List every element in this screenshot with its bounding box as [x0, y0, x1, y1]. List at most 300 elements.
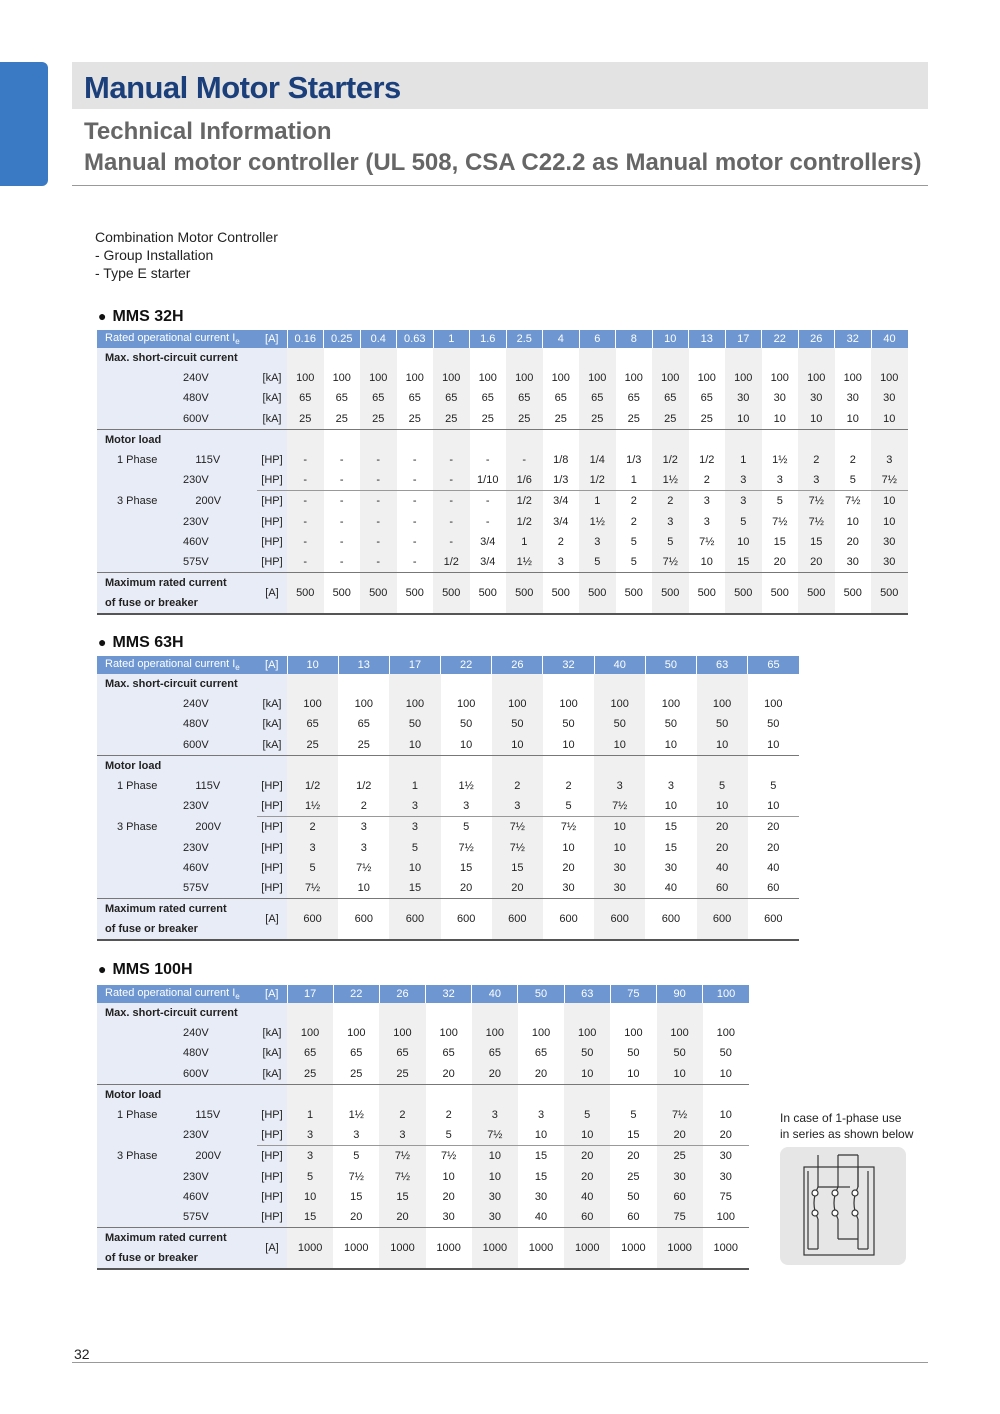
value-cell: 1/8 — [553, 454, 569, 467]
value-cell: 3 — [389, 796, 440, 817]
value-cell: 10 — [664, 738, 678, 751]
section-title-label: MMS 32H — [112, 308, 184, 325]
value-cell: 15 — [518, 1146, 564, 1167]
table-row — [97, 1167, 749, 1187]
value-cell — [397, 348, 434, 368]
value-cell: 3 — [537, 1109, 545, 1122]
value-cell — [835, 429, 872, 450]
value-cell: 20 — [748, 817, 799, 838]
value-cell — [397, 429, 434, 450]
value-cell: 10 — [357, 881, 370, 894]
value-cell — [470, 429, 507, 450]
value-cell — [652, 429, 689, 450]
value-cell — [579, 429, 616, 450]
value-cell: 7½ — [772, 515, 788, 528]
value-cell: 1000 — [333, 1228, 379, 1270]
value-cell — [543, 755, 594, 776]
value-cell: 1 — [725, 450, 762, 470]
value-cell: 10 — [594, 735, 645, 756]
value-cell: 100 — [439, 1027, 458, 1040]
value-cell: 10 — [719, 1109, 732, 1122]
value-cell: 15 — [773, 535, 786, 548]
value-cell: 7½ — [492, 817, 543, 838]
rated-current-label: Rated operational current I — [105, 331, 236, 344]
row-label: 230V — [97, 1167, 257, 1187]
value-cell: 15 — [287, 1207, 333, 1228]
value-cell: - — [339, 515, 344, 528]
value-cell: 100 — [347, 1027, 366, 1040]
value-cell: 500 — [762, 573, 799, 615]
row-label: Max. short-circuit current — [97, 1003, 257, 1023]
value-cell: 3 — [389, 817, 440, 838]
value-cell: 600 — [697, 899, 748, 941]
value-cell: 100 — [531, 1027, 551, 1040]
value-cell: 1/6 — [506, 470, 543, 491]
current-header-cell: 100 — [703, 985, 749, 1003]
value-cell: 25 — [287, 735, 338, 756]
value-cell: - — [360, 552, 397, 573]
value-cell: 20 — [492, 878, 543, 899]
wiring-note — [780, 1110, 913, 1142]
value-cell: 1/2 — [652, 450, 689, 470]
value-cell: 10 — [472, 1167, 518, 1187]
unit-cell — [257, 755, 287, 776]
value-cell: 1000 — [518, 1228, 564, 1270]
value-cell: 7½ — [426, 1146, 472, 1167]
value-cell — [725, 429, 762, 450]
value-cell: 1/3 — [626, 454, 642, 467]
value-cell: - — [412, 535, 417, 548]
current-header-cell: 75 — [610, 985, 656, 1003]
value-cell: 7½ — [594, 796, 645, 817]
value-cell: 5 — [725, 512, 762, 532]
table-row — [97, 796, 799, 817]
value-cell: 2 — [287, 817, 338, 838]
unit-cell: [HP] — [257, 491, 287, 512]
section-title-mms32h — [98, 308, 184, 326]
value-cell: 600 — [389, 899, 440, 941]
table-row — [97, 1105, 749, 1125]
value-cell — [324, 429, 361, 450]
value-cell: 7½ — [458, 841, 474, 854]
row-label: 460V — [97, 1187, 257, 1207]
value-cell: 1/2 — [699, 454, 715, 467]
value-cell — [610, 1003, 656, 1023]
value-cell: 1½ — [506, 552, 543, 573]
unit-cell: [HP] — [257, 552, 287, 573]
unit-cell — [257, 1084, 287, 1105]
row-label: Maximum rated current — [97, 899, 257, 920]
value-cell: 30 — [664, 861, 678, 874]
current-header-cell: 22 — [441, 656, 492, 674]
value-cell: 100 — [716, 1210, 735, 1223]
value-cell: 25 — [700, 412, 713, 425]
value-cell: 7½ — [379, 1146, 425, 1167]
value-cell: 40 — [564, 1187, 610, 1207]
row-label — [97, 491, 257, 512]
value-cell: 100 — [354, 698, 373, 711]
row-label: 575V — [97, 1207, 257, 1228]
value-cell: 100 — [594, 694, 645, 714]
value-cell: 75 — [657, 1207, 703, 1228]
intro-line: - Type E starter — [95, 265, 191, 281]
value-cell: 3 — [871, 450, 908, 470]
value-cell: 25 — [627, 1170, 640, 1183]
current-header-cell: 8 — [616, 330, 653, 348]
current-header-cell: 63 — [697, 656, 748, 674]
value-cell: 10 — [627, 1067, 640, 1080]
value-cell: 100 — [764, 698, 783, 711]
value-cell: 100 — [287, 368, 324, 388]
value-cell — [518, 1003, 564, 1023]
value-cell: 3 — [798, 470, 835, 491]
value-cell: 500 — [725, 573, 762, 615]
value-cell: 10 — [767, 738, 780, 751]
value-cell: 15 — [460, 861, 473, 874]
value-cell: 7½ — [835, 491, 872, 512]
header-divider — [72, 185, 928, 186]
value-cell: 25 — [360, 409, 397, 430]
value-cell — [433, 429, 470, 450]
value-cell: 65 — [379, 1043, 425, 1063]
value-cell: 2 — [849, 454, 856, 467]
value-cell: 1½ — [579, 512, 616, 532]
bullet-icon: ● — [98, 634, 107, 650]
row-label: 600V — [97, 409, 257, 430]
value-cell: - — [433, 512, 470, 532]
value-cell: 100 — [697, 372, 716, 385]
current-header-cell: 22 — [762, 330, 799, 348]
value-cell: 100 — [405, 372, 424, 385]
value-cell: 10 — [871, 491, 908, 512]
value-cell: 50 — [627, 1190, 640, 1203]
table-row — [97, 817, 799, 838]
value-cell: 30 — [442, 1210, 455, 1223]
unit-cell: [A] — [257, 656, 287, 674]
row-label: 460V — [97, 858, 257, 878]
value-cell: 100 — [716, 1027, 735, 1040]
value-cell: 15 — [627, 1129, 640, 1142]
value-cell — [657, 1003, 703, 1023]
value-cell — [472, 1003, 518, 1023]
phase-label: 1 Phase — [117, 454, 158, 467]
unit-cell: [HP] — [257, 450, 287, 470]
unit-cell: [HP] — [257, 1187, 287, 1207]
rated-current-header — [97, 985, 257, 1003]
value-cell: 100 — [492, 694, 543, 714]
current-header-cell: 13 — [689, 330, 726, 348]
value-cell — [389, 755, 440, 776]
value-cell: 25 — [554, 412, 567, 425]
value-cell: 500 — [689, 573, 726, 615]
unit-cell: [HP] — [257, 470, 287, 491]
value-cell: 10 — [594, 817, 645, 838]
value-cell: 5 — [287, 858, 338, 878]
value-cell: 500 — [360, 573, 397, 615]
value-cell: 20 — [767, 841, 780, 854]
value-cell: 10 — [389, 735, 440, 756]
current-header-cell: 1.6 — [470, 330, 507, 348]
value-cell: - — [287, 450, 324, 470]
value-cell: 15 — [664, 841, 678, 854]
value-cell: 600 — [645, 899, 696, 941]
value-cell: 500 — [798, 573, 835, 615]
value-cell: 15 — [350, 1190, 363, 1203]
value-cell: 7½ — [699, 535, 715, 548]
value-cell: 65 — [357, 718, 370, 731]
value-cell — [360, 348, 397, 368]
value-cell: - — [287, 512, 324, 532]
value-cell: 10 — [664, 800, 678, 813]
current-header-cell: 32 — [835, 330, 872, 348]
value-cell: 100 — [871, 368, 908, 388]
row-label: 480V — [97, 714, 257, 734]
table-row — [97, 735, 799, 756]
value-cell: 10 — [564, 1064, 610, 1085]
table-row — [97, 388, 908, 408]
value-cell: 100 — [770, 372, 789, 385]
unit-cell: [kA] — [257, 368, 287, 388]
unit-cell: [HP] — [257, 817, 287, 838]
table-row — [97, 429, 908, 450]
table-row — [97, 776, 799, 796]
value-cell: 1 — [579, 491, 616, 512]
page-subtitle-2: Manual motor controller (UL 508, CSA C22.2 as Manual motor controllers) — [84, 149, 922, 176]
value-cell: 600 — [492, 899, 543, 941]
value-cell: 10 — [725, 409, 762, 430]
unit-cell: [kA] — [257, 409, 287, 430]
value-cell: 60 — [627, 1210, 640, 1223]
value-cell — [338, 755, 389, 776]
row-label: 240V — [97, 1023, 257, 1043]
current-header-cell: 0.4 — [360, 330, 397, 348]
value-cell: 2 — [445, 1109, 452, 1122]
value-cell: 500 — [652, 573, 689, 615]
current-header-cell: 0.63 — [397, 330, 434, 348]
bullet-icon: ● — [98, 961, 107, 977]
table-row — [97, 450, 908, 470]
unit-cell: [HP] — [257, 532, 287, 552]
current-header-cell: 40 — [871, 330, 908, 348]
value-cell: - — [339, 474, 344, 487]
value-cell: 65 — [287, 388, 324, 408]
value-cell — [835, 348, 872, 368]
value-cell — [379, 1003, 425, 1023]
value-cell — [645, 755, 696, 776]
value-cell: 10 — [871, 512, 908, 532]
current-header-cell: 17 — [287, 985, 333, 1003]
value-cell: - — [287, 532, 324, 552]
table-row — [97, 899, 799, 920]
unit-cell: [A] — [257, 899, 287, 941]
value-cell: 100 — [456, 698, 476, 711]
value-cell: 20 — [350, 1210, 363, 1223]
value-cell: 100 — [506, 368, 543, 388]
row-label — [97, 450, 257, 470]
value-cell: 100 — [551, 372, 570, 385]
value-cell: 100 — [287, 694, 338, 714]
value-cell: 100 — [433, 368, 470, 388]
value-cell: 10 — [594, 838, 645, 858]
rated-current-subscript: e — [235, 337, 240, 347]
current-header-cell: 0.25 — [324, 330, 361, 348]
value-cell: 2 — [360, 800, 367, 813]
value-cell: 1000 — [379, 1228, 425, 1270]
value-cell: 25 — [287, 1064, 333, 1085]
value-cell: 100 — [652, 368, 689, 388]
value-cell: 3 — [287, 838, 338, 858]
value-cell: 10 — [472, 1146, 518, 1167]
current-header-cell: 50 — [645, 656, 696, 674]
value-cell: 50 — [627, 1047, 640, 1060]
table-row — [97, 1043, 749, 1063]
value-cell: 30 — [657, 1167, 703, 1187]
row-label: of fuse or breaker — [97, 1248, 257, 1269]
value-cell: 7½ — [657, 1105, 703, 1125]
value-cell: 10 — [871, 409, 908, 430]
row-label: Motor load — [97, 755, 257, 776]
row-label — [97, 776, 257, 796]
value-cell: 100 — [657, 1023, 703, 1043]
unit-cell: [HP] — [257, 1207, 287, 1228]
value-cell: 20 — [564, 1167, 610, 1187]
table-row — [97, 1003, 749, 1023]
value-cell — [492, 755, 543, 776]
value-cell: - — [412, 515, 417, 528]
value-cell: 25 — [287, 409, 324, 430]
value-cell: - — [339, 535, 344, 548]
value-cell — [389, 674, 440, 694]
value-cell: 3 — [492, 796, 543, 817]
value-cell: 20 — [697, 817, 748, 838]
value-cell — [518, 1084, 564, 1105]
value-cell: 20 — [719, 1129, 732, 1142]
value-cell: 2 — [557, 535, 564, 548]
row-label: Motor load — [97, 429, 257, 450]
value-cell — [433, 348, 470, 368]
value-cell: 7½ — [798, 512, 835, 532]
value-cell: 600 — [594, 899, 645, 941]
value-cell: 500 — [835, 573, 872, 615]
value-cell: 30 — [472, 1207, 518, 1228]
value-cell: 10 — [564, 1125, 610, 1146]
value-cell — [652, 348, 689, 368]
value-cell: - — [485, 454, 490, 467]
value-cell — [287, 755, 338, 776]
value-cell — [287, 1084, 333, 1105]
intro-line: Combination Motor Controller — [95, 229, 278, 245]
current-header-cell: 90 — [657, 985, 703, 1003]
value-cell: 100 — [389, 694, 440, 714]
value-cell: 20 — [472, 1064, 518, 1085]
current-header-cell: 13 — [338, 656, 389, 674]
note-line: In case of 1-phase use — [780, 1111, 902, 1125]
section-title-label: MMS 100H — [112, 961, 193, 978]
value-cell: - — [360, 450, 397, 470]
phase-label: 3 Phase — [117, 495, 158, 508]
rated-current-label: Rated operational current I — [105, 657, 236, 670]
unit-cell: [kA] — [257, 714, 287, 734]
table-row — [97, 1064, 749, 1085]
current-header-cell: 17 — [725, 330, 762, 348]
value-cell: 1½ — [287, 796, 338, 817]
value-cell: 5 — [630, 1109, 637, 1122]
value-cell: 1000 — [564, 1228, 610, 1270]
value-cell — [360, 429, 397, 450]
value-cell: 30 — [472, 1187, 518, 1207]
bullet-icon: ● — [98, 308, 107, 324]
value-cell: 50 — [564, 1043, 610, 1063]
value-cell: 15 — [534, 1170, 548, 1183]
phase-label: 3 Phase — [117, 821, 158, 834]
unit-cell — [257, 1003, 287, 1023]
row-label — [97, 1146, 257, 1167]
value-cell: 20 — [562, 861, 575, 874]
value-cell: 20 — [773, 555, 786, 568]
value-cell — [689, 348, 726, 368]
value-cell: 1/2 — [579, 470, 616, 491]
table-row — [97, 1207, 749, 1228]
section-title-label: MMS 63H — [112, 634, 184, 651]
value-cell: 1/2 — [433, 552, 470, 573]
value-cell — [506, 348, 543, 368]
unit-cell — [257, 429, 287, 450]
value-cell: 100 — [478, 372, 497, 385]
value-cell: 1/2 — [506, 491, 543, 512]
table-row — [97, 552, 908, 573]
value-cell: 50 — [562, 718, 575, 731]
table-row — [97, 674, 799, 694]
value-cell: 10 — [700, 555, 713, 568]
row-label: 480V — [97, 1043, 257, 1063]
unit-cell: [A] — [257, 1228, 287, 1270]
value-cell: 20 — [534, 1067, 548, 1080]
voltage-label: 200V — [195, 495, 222, 508]
note-line: in series as shown below — [780, 1127, 914, 1141]
value-cell: 50 — [697, 714, 748, 734]
value-cell — [798, 429, 835, 450]
value-cell: 40 — [697, 858, 748, 878]
value-cell: 1½ — [458, 780, 474, 793]
section-tab — [0, 62, 48, 186]
value-cell — [616, 429, 653, 450]
value-cell — [748, 674, 799, 694]
value-cell: 30 — [725, 388, 762, 408]
value-cell: 10 — [442, 1170, 455, 1183]
value-cell — [324, 348, 361, 368]
value-cell: 30 — [871, 552, 908, 573]
value-cell — [564, 1084, 610, 1105]
value-cell — [725, 348, 762, 368]
value-cell: 100 — [472, 1023, 518, 1043]
value-cell: 1/10 — [477, 474, 499, 487]
current-header-cell: 26 — [379, 985, 425, 1003]
value-cell: 25 — [350, 1067, 363, 1080]
value-cell: 40 — [664, 881, 678, 894]
current-header-cell: 0.16 — [287, 330, 324, 348]
table-header-row — [97, 985, 749, 1003]
value-cell: 15 — [492, 858, 543, 878]
value-cell: 500 — [397, 573, 434, 615]
value-cell: 50 — [594, 714, 645, 734]
row-label: 230V — [97, 1125, 257, 1146]
current-header-cell: 40 — [472, 985, 518, 1003]
value-cell: 20 — [564, 1146, 610, 1167]
value-cell: - — [339, 555, 344, 568]
value-cell: 50 — [389, 714, 440, 734]
row-label: 600V — [97, 735, 257, 756]
table-row — [97, 714, 799, 734]
